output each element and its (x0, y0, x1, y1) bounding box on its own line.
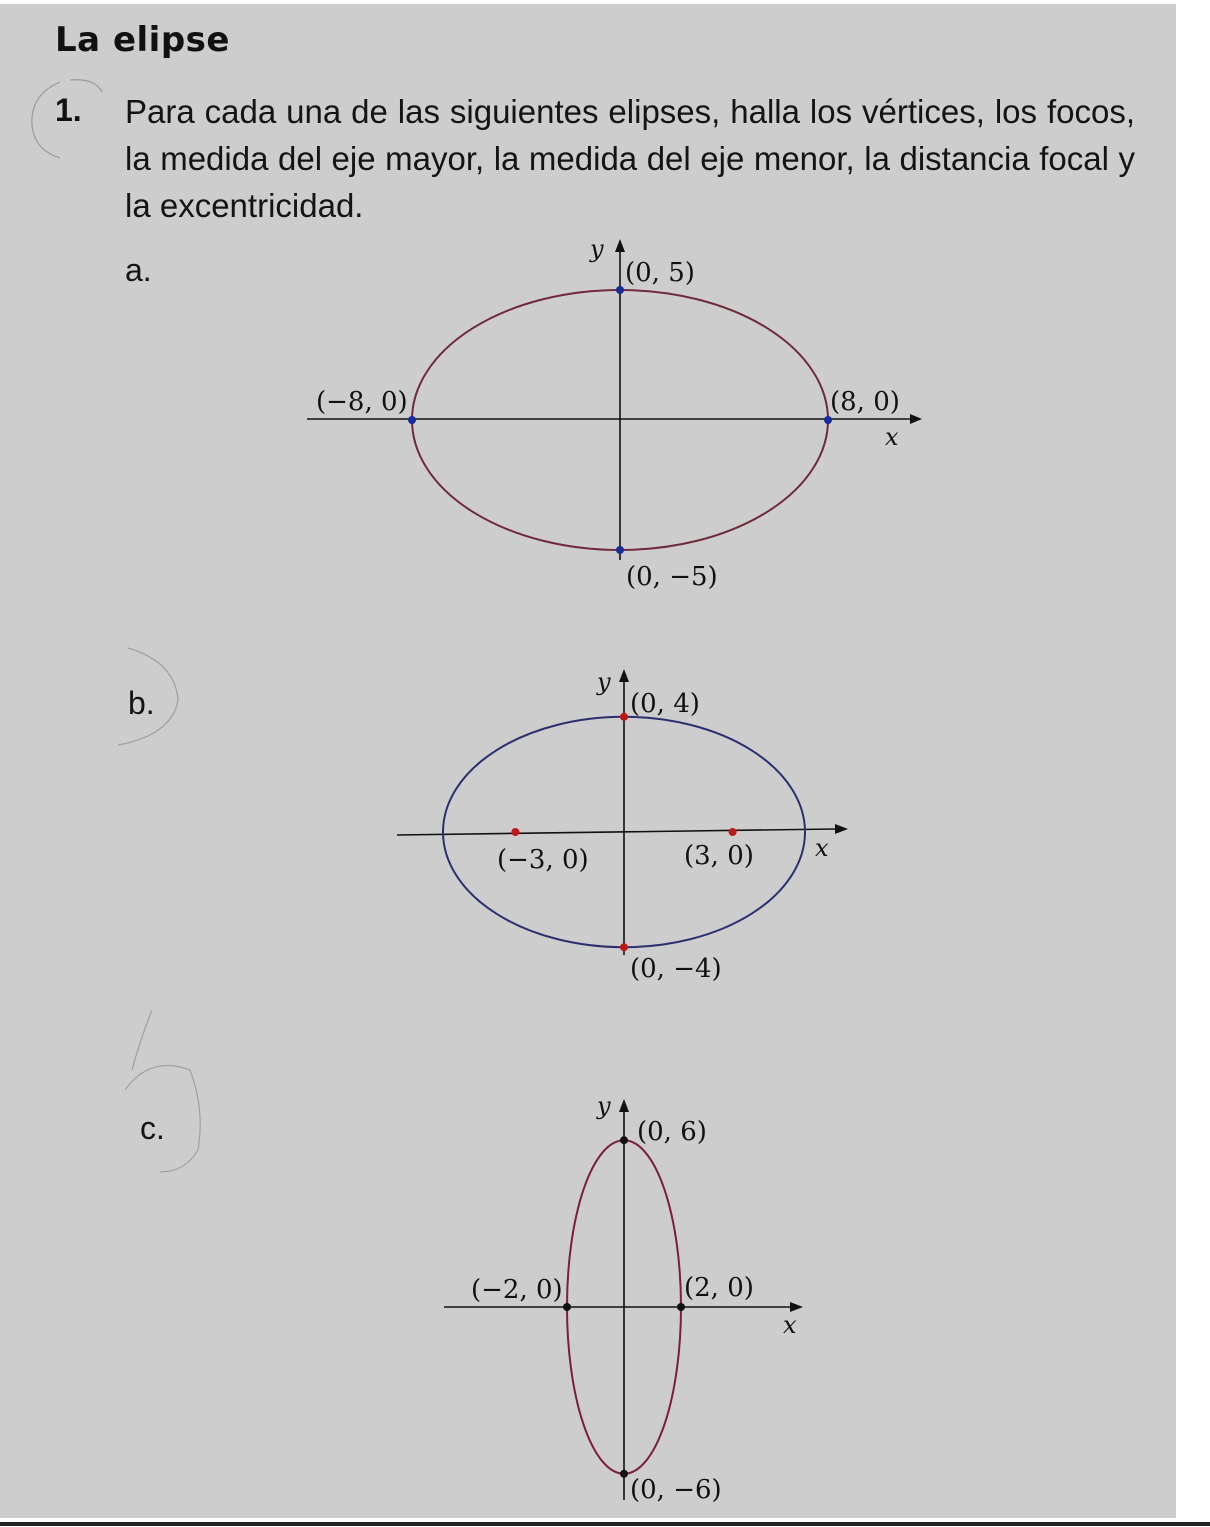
label-a-right: (8, 0) (830, 387, 900, 417)
y-axis-label-a: y (590, 235, 604, 263)
x-axis-label-c: x (783, 1311, 797, 1339)
exercise-statement: Para cada una de las siguientes elipses, halla los vértices, los focos, la medida del eje mayor, la medida del eje menor, la distancia focal y la excentricidad. (125, 93, 1135, 224)
part-label-b: b. (128, 685, 155, 721)
y-axis-label-c: y (597, 1092, 611, 1120)
label-b-bottom: (0, −4) (630, 954, 722, 984)
label-c-top: (0, 6) (637, 1117, 707, 1147)
x-axis-label-a: x (885, 423, 899, 451)
label-b-right: (3, 0) (684, 841, 754, 871)
label-c-right: (2, 0) (684, 1273, 754, 1303)
label-b-left: (−3, 0) (497, 845, 589, 875)
label-c-left: (−2, 0) (471, 1275, 563, 1305)
part-label-a: a. (125, 252, 152, 288)
label-a-bottom: (0, −5) (626, 562, 718, 592)
label-c-bottom: (0, −6) (630, 1475, 722, 1505)
x-axis-label-b: x (815, 834, 829, 862)
point-c-right (677, 1303, 685, 1311)
point-c-left (563, 1303, 571, 1311)
exercise-number: 1. (55, 92, 82, 128)
label-a-left: (−8, 0) (316, 387, 408, 417)
label-a-top: (0, 5) (625, 258, 695, 288)
point-c-top (620, 1136, 628, 1144)
label-b-top: (0, 4) (630, 689, 700, 719)
section-title: La elipse (55, 20, 230, 60)
point-c-bottom (620, 1470, 628, 1478)
y-axis-label-b: y (597, 668, 611, 696)
part-label-c: c. (140, 1110, 165, 1146)
